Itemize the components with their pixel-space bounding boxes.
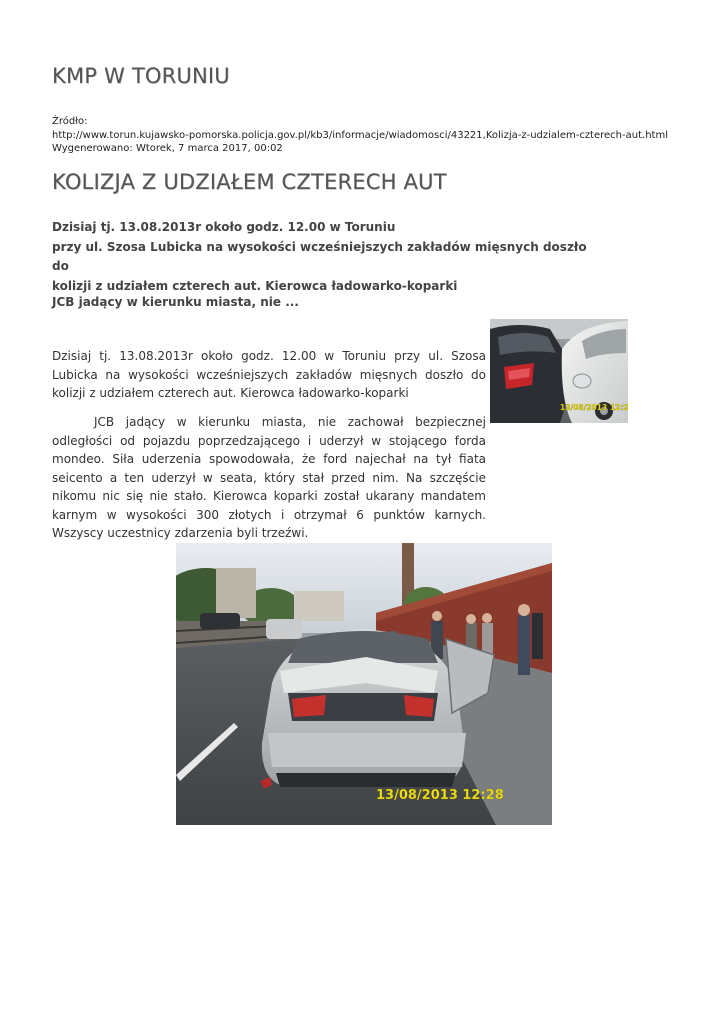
article-title: KOLIZJA Z UDZIAŁEM CZTERECH AUT bbox=[52, 170, 447, 194]
photo-date-stamp: 13/08/2013 12:2 bbox=[560, 403, 628, 412]
accident-photo-large bbox=[176, 543, 552, 825]
article-lead bbox=[52, 218, 592, 296]
generated-date: Wygenerowano: Wtorek, 7 marca 2017, 00:02 bbox=[52, 143, 283, 154]
lead-line: Dzisiaj tj. 13.08.2013r około godz. 12.00 w Toruniu bbox=[52, 220, 396, 234]
source-label: Źródło: bbox=[52, 116, 88, 127]
source-url[interactable]: http://www.torun.kujawsko-pomorska.policja.gov.pl/kb3/informacje/wiadomosci/43221,Kolizja-z-udzialem-czterech-aut.html bbox=[52, 129, 668, 141]
source-block bbox=[52, 115, 668, 156]
paragraph-text: Dzisiaj tj. 13.08.2013r około godz. 12.00 w Toruniu przy ul. Szosa Lubicka na wysokości wcześniejszych zakładów mięsnych doszło do kolizji z udziałem czterech aut. Kierowca ładowarko-koparki bbox=[52, 349, 486, 400]
site-title: KMP W TORUNIU bbox=[52, 64, 230, 88]
paragraph-text: JCB jadący w kierunku miasta, nie zachował bezpiecznej odległości od pojazdu poprzedzającego i uderzył w stojącego forda mondeo. Siła uderzenia spowodowała, że ford najechał na tył fiata seicento a ten uderzył w seata, który stał przed nim. Na szczęście nikomu nic się nie stało. Kierowca koparki został ukarany mandatem karnym w wysokości 300 złotych i otrzymał 6 punktów karnych. Wszyscy uczestnicy zdarzenia byli trzeźwi. bbox=[52, 415, 486, 540]
lead-more: JCB jadący w kierunku miasta, nie ... bbox=[52, 295, 299, 309]
article-paragraph bbox=[52, 347, 486, 403]
accident-photo-small bbox=[490, 319, 628, 423]
photo-date-stamp: 13/08/2013 12:28 bbox=[376, 788, 504, 803]
lead-line: przy ul. Szosa Lubicka na wysokości wcześniejszych zakładów mięsnych doszło do bbox=[52, 239, 587, 273]
article-paragraph bbox=[52, 413, 486, 543]
lead-line: kolizji z udziałem czterech aut. Kierowca ładowarko-koparki bbox=[52, 278, 458, 293]
